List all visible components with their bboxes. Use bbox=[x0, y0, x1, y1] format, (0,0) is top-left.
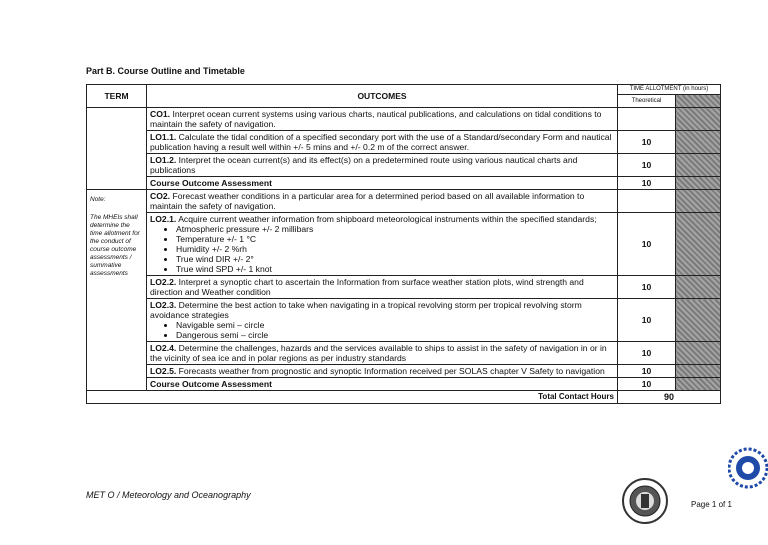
course-outline-table bbox=[86, 84, 721, 404]
shaded-cell bbox=[676, 299, 721, 342]
total-contact-hours-value: 90 bbox=[618, 391, 721, 404]
lo21-bullet: • True wind SPD +/- 1 knot bbox=[176, 264, 614, 274]
lo11-code: LO1.1. bbox=[150, 132, 177, 142]
shaded-cell bbox=[676, 177, 721, 190]
lo21-hours: 10 bbox=[618, 213, 676, 276]
lo11-text: Calculate the tidal condition of a specified secondary port with the use of a Standard/secondary Form and nautical publication having a result well within +/- 5 mins and +/- 0.2 m of the correct answer. bbox=[150, 132, 612, 152]
ched-seal-logo bbox=[728, 446, 768, 490]
lo24-row bbox=[147, 342, 618, 365]
co1-hours bbox=[618, 108, 676, 131]
lo21-bullet-list bbox=[150, 224, 614, 274]
theoretical-header: Theoretical bbox=[618, 95, 676, 108]
lo21-bullet: • Humidity +/- 2 %rh bbox=[176, 244, 614, 254]
coa2-label: Course Outcome Assessment bbox=[147, 378, 618, 391]
lo23-code: LO2.3. bbox=[150, 300, 177, 310]
lo12-row bbox=[147, 154, 618, 177]
lo11-hours: 10 bbox=[618, 131, 676, 154]
page-number: Page 1 of 1 bbox=[691, 500, 732, 509]
outcomes-header: OUTCOMES bbox=[147, 85, 618, 108]
shaded-cell bbox=[676, 342, 721, 365]
co1-row bbox=[147, 108, 618, 131]
co2-hours bbox=[618, 190, 676, 213]
shaded-cell bbox=[676, 131, 721, 154]
lo22-row bbox=[147, 276, 618, 299]
lo21-code: LO2.1. bbox=[150, 214, 177, 224]
lo25-code: LO2.5. bbox=[150, 366, 177, 376]
time-allotment-header: TIME ALLOTMENT (in hours) bbox=[618, 85, 721, 95]
lo23-row bbox=[147, 299, 618, 342]
shaded-cell bbox=[676, 190, 721, 213]
shaded-cell bbox=[676, 365, 721, 378]
lo24-hours: 10 bbox=[618, 342, 676, 365]
co2-code: CO2. bbox=[150, 191, 171, 201]
lo22-code: LO2.2. bbox=[150, 277, 177, 287]
lo22-text: Interpret a synoptic chart to ascertain the Information from surface weather station plots, wind strength and direction and Weather condition bbox=[150, 277, 584, 297]
lo21-row bbox=[147, 213, 618, 276]
lo23-bullet: • Navigable semi – circle bbox=[176, 320, 614, 330]
co1-code: CO1. bbox=[150, 109, 171, 119]
lo12-text: Interpret the ocean current(s) and its effect(s) on a predetermined route using various nautical charts and publications bbox=[150, 155, 578, 175]
lo24-text: Determine the challenges, hazards and the services available to ships to assist in the safety of navigation in or in the vicinity of sea ice and in polar regions as per industry standards bbox=[150, 343, 607, 363]
co2-text: Forecast weather conditions in a particular area for a determined period based on all available information to maintain the safety of navigation. bbox=[150, 191, 585, 211]
term-header: TERM bbox=[87, 85, 147, 108]
note-label: Note: bbox=[90, 196, 106, 203]
lo23-hours: 10 bbox=[618, 299, 676, 342]
shaded-cell bbox=[676, 108, 721, 131]
lo21-bullet: • True wind DIR +/- 2° bbox=[176, 254, 614, 264]
lo11-row bbox=[147, 131, 618, 154]
lo12-hours: 10 bbox=[618, 154, 676, 177]
lo21-text: Acquire current weather information from shipboard meteorological instruments within the specified standards; bbox=[176, 214, 597, 224]
lo12-code: LO1.2. bbox=[150, 155, 177, 165]
coa2-hours: 10 bbox=[618, 378, 676, 391]
co2-row bbox=[147, 190, 618, 213]
term-cell-blank bbox=[87, 108, 147, 190]
shaded-cell bbox=[676, 276, 721, 299]
lo25-hours: 10 bbox=[618, 365, 676, 378]
shaded-header-cell bbox=[676, 95, 721, 108]
lo21-bullet: • Temperature +/- 1 °C bbox=[176, 234, 614, 244]
note-cell bbox=[87, 190, 147, 391]
lo24-code: LO2.4. bbox=[150, 343, 177, 353]
page-heading: Part B. Course Outline and Timetable bbox=[86, 66, 245, 76]
lo22-hours: 10 bbox=[618, 276, 676, 299]
shaded-cell bbox=[676, 213, 721, 276]
shaded-cell bbox=[676, 154, 721, 177]
footer-course-title: MET O / Meteorology and Oceanography bbox=[86, 490, 251, 500]
coa1-hours: 10 bbox=[618, 177, 676, 190]
lo23-text: Determine the best action to take when navigating in a tropical revolving storm per tropical revolving storm avoidance strategies bbox=[150, 300, 582, 320]
co1-text: Interpret ocean current systems using various charts, nautical publications, and calculations on tidal conditions to maintain the safety of navigation. bbox=[150, 109, 602, 129]
lo23-bullet: • Dangerous semi – circle bbox=[176, 330, 614, 340]
shaded-cell bbox=[676, 378, 721, 391]
lo21-bullet: • Atmospheric pressure +/- 2 millibars bbox=[176, 224, 614, 234]
note-text: The MHEIs shall determine the time allotment for the conduct of course outcome assessments / summative assessments bbox=[90, 214, 140, 277]
total-contact-hours-label: Total Contact Hours bbox=[87, 391, 618, 404]
lo25-text: Forecasts weather from prognostic and synoptic Information received per SOLAS chapter V Safety to navigation bbox=[176, 366, 605, 376]
lo25-row bbox=[147, 365, 618, 378]
coa1-label: Course Outcome Assessment bbox=[147, 177, 618, 190]
lo23-bullet-list bbox=[150, 320, 614, 340]
university-seal-logo bbox=[620, 476, 670, 526]
